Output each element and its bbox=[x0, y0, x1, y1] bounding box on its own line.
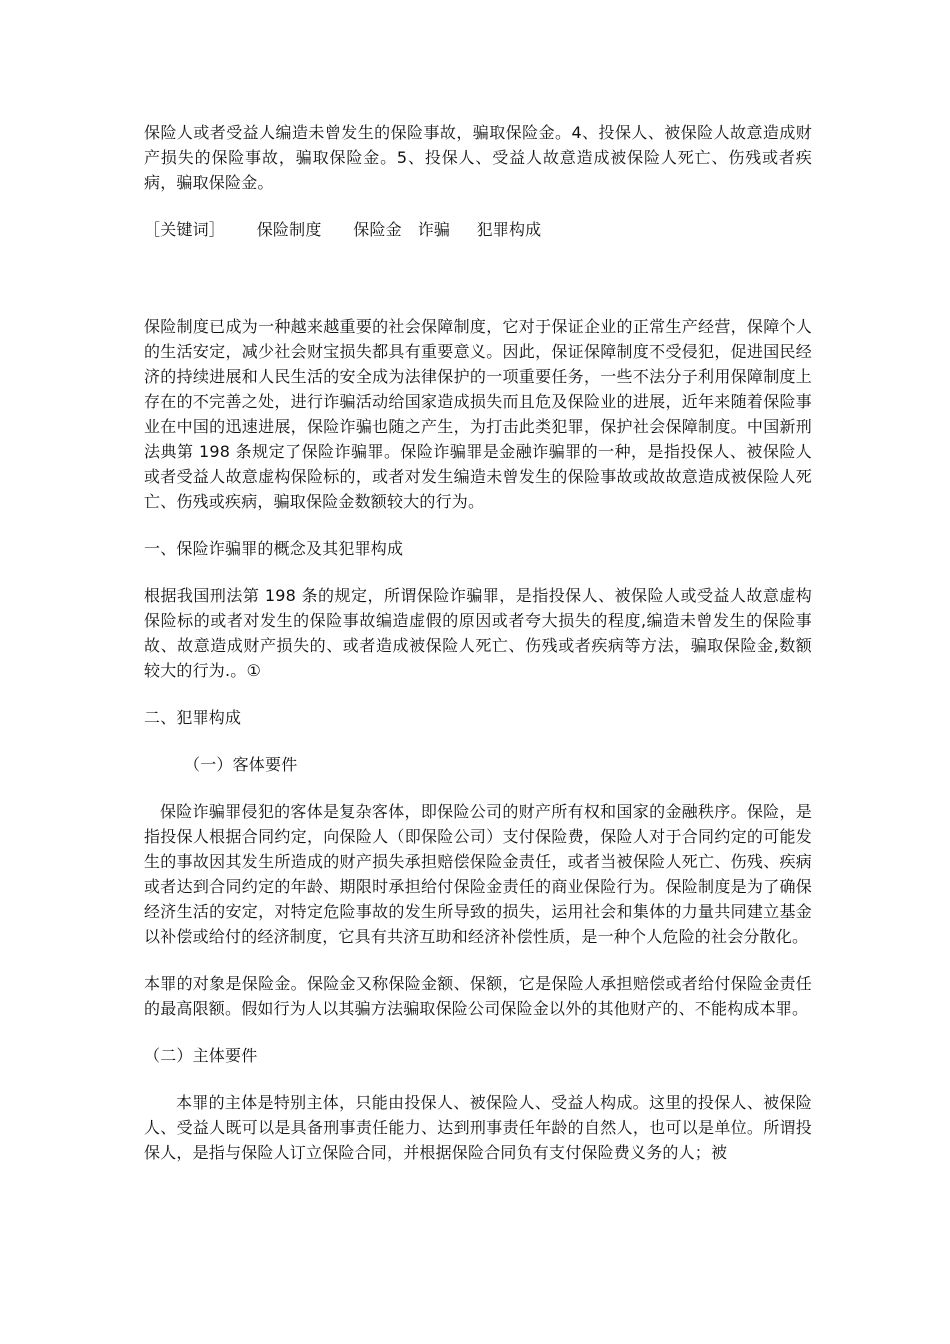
document-page bbox=[144, 120, 812, 1187]
subsection-heading: （二）主体要件 bbox=[144, 1046, 258, 1065]
keywords-line bbox=[144, 217, 812, 242]
keywords-label: ［关键词］ bbox=[144, 220, 226, 239]
subsection-heading: （一）客体要件 bbox=[184, 755, 298, 774]
section-heading: 一、保险诈骗罪的概念及其犯罪构成 bbox=[144, 539, 404, 558]
body-paragraph: 保险制度已成为一种越来越重要的社会保障制度，它对于保证企业的正常生产经营，保障个人的生活安定，减少社会财宝损失都具有重要意义。因此，保证保障制度不受侵犯，促进国民经济的持续进展和人民生活的安全成为法律保护的一项重要任务，一些不法分子利用保障制度上存在的不完善之处，进行诈骗活动给国家造成损失而且危及保险业的进展，近年来随着保险事业在中国的迅速进展，保险诈骗也随之产生，为打击此类犯罪，保护社会保障制度。中国新刑法典第 198 条规定了保险诈骗罪。保险诈骗罪是金融诈骗罪的一种，是指投保人、被保险人或者受益人故意虚构保险标的，或者对发生编造未曾发生的保险事故或故故意造成被保险人死亡、伤残或疾病，骗取保险金数额较大的行为。 bbox=[144, 317, 812, 511]
keyword-item: 保险制度 bbox=[256, 220, 322, 239]
intro-paragraph: 保险人或者受益人编造未曾发生的保险事故，骗取保险金。4、投保人、被保险人故意造成财产损失的保险事故，骗取保险金。5、投保人、受益人故意造成被保险人死亡、伤残或者疾病，骗取保险金。 bbox=[144, 123, 812, 192]
body-paragraph: 保险诈骗罪侵犯的客体是复杂客体，即保险公司的财产所有权和国家的金融秩序。保险，是指投保人根据合同约定，向保险人（即保险公司）支付保险费，保险人对于合同约定的可能发生的事故因其发生所造成的财产损失承担赔偿保险金责任，或者当被保险人死亡、伤残、疾病或者达到合同约定的年龄、期限时承担给付保险金责任的商业保险行为。保险制度是为了确保经济生活的安定，对特定危险事故的发生所导致的损失，运用社会和集体的力量共同建立基金以补偿或给付的经济制度，它具有共济互助和经济补偿性质，是一种个人危险的社会分散化。 bbox=[144, 802, 812, 946]
body-paragraph: 根据我国刑法第 198 条的规定，所谓保险诈骗罪，是指投保人、被保险人或受益人故意虚构保险标的或者对发生的保险事故编造虚假的原因或者夸大损失的程度,编造未曾发生的保险事故、故意造成财产损失的、或者造成被保险人死亡、伤残或者疾病等方法，骗取保险金,数额较大的行为.。① bbox=[144, 586, 812, 680]
keyword-item: 诈骗 bbox=[417, 220, 451, 239]
keyword-item: 犯罪构成 bbox=[476, 220, 542, 239]
body-paragraph: 本罪的主体是特别主体，只能由投保人、被保险人、受益人构成。这里的投保人、被保险人、受益人既可以是具备刑事责任能力、达到刑事责任年龄的自然人，也可以是单位。所谓投保人，是指与保险人订立保险合同，并根据保险合同负有支付保险费义务的人；被 bbox=[144, 1093, 812, 1162]
section-heading: 二、犯罪构成 bbox=[144, 708, 242, 727]
body-paragraph: 本罪的对象是保险金。保险金又称保险金额、保额，它是保险人承担赔偿或者给付保险金责任的最高限额。假如行为人以其骗方法骗取保险公司保险金以外的其他财产的、不能构成本罪。 bbox=[144, 974, 812, 1018]
keyword-item: 保险金 bbox=[353, 220, 402, 239]
